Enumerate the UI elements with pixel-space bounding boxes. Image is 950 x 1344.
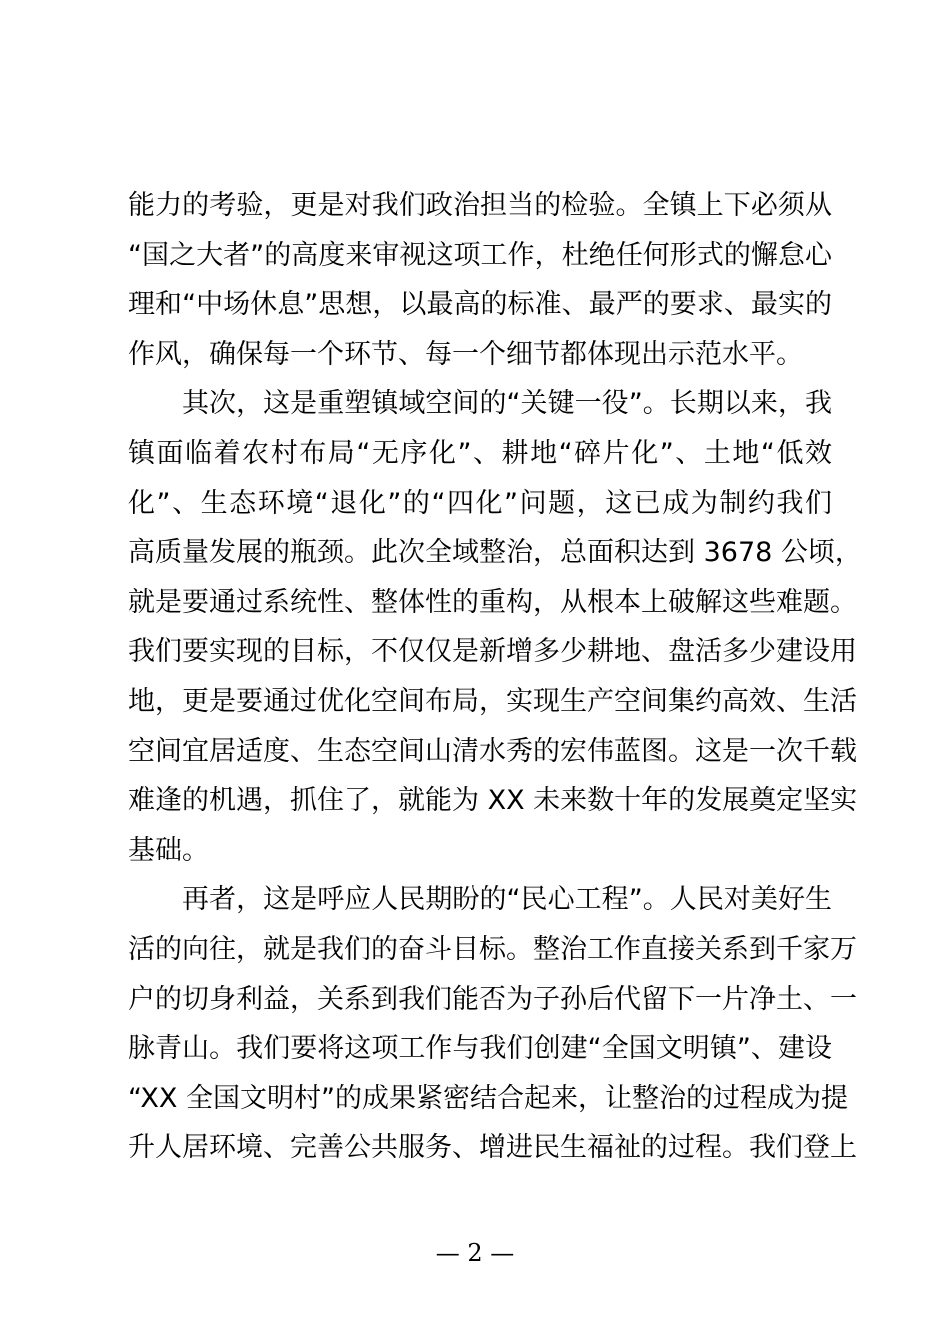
paragraph-line: 我们要实现的目标，不仅仅是新增多少耕地、盘活多少建设用 bbox=[128, 636, 857, 668]
paragraph-line: 就是要通过系统性、整体性的重构，从根本上破解这些难题。 bbox=[128, 586, 857, 618]
paragraph-line: 基础。 bbox=[128, 834, 209, 866]
paragraph-line: “国之大者”的高度来审视这项工作，杜绝任何形式的懈怠心 bbox=[128, 239, 832, 271]
paragraph-line: 脉青山。我们要将这项工作与我们创建“全国文明镇”、建设 bbox=[128, 1033, 832, 1065]
paragraph-line: 空间宜居适度、生态空间山清水秀的宏伟蓝图。这是一次千载 bbox=[128, 735, 857, 767]
paragraph-line: 其次，这是重塑镇域空间的“关键一役”。长期以来，我 bbox=[182, 388, 832, 420]
paragraph-line: “XX 全国文明村”的成果紧密结合起来，让整治的过程成为提 bbox=[128, 1082, 848, 1114]
paragraph-line: 理和“中场休息”思想，以最高的标准、最严的要求、最实的 bbox=[128, 289, 832, 321]
paragraph-line: 户的切身利益，关系到我们能否为子孙后代留下一片净土、一 bbox=[128, 983, 857, 1015]
paragraph-line: 升人居环境、完善公共服务、增进民生福祉的过程。我们登上 bbox=[128, 1132, 857, 1164]
paragraph-line: 高质量发展的瓶颈。此次全域整治，总面积达到 3678 公顷， bbox=[128, 537, 862, 569]
paragraph-line: 地，更是要通过优化空间布局，实现生产空间集约高效、生活 bbox=[128, 685, 857, 717]
paragraph-line: 镇面临着农村布局“无序化”、耕地“碎片化”、土地“低效 bbox=[128, 437, 832, 469]
paragraph-line: 化”、生态环境“退化”的“四化”问题，这已成为制约我们 bbox=[128, 487, 832, 519]
body-text bbox=[128, 181, 862, 1173]
paragraph-line: 作风，确保每一个环节、每一个细节都体现出示范水平。 bbox=[128, 338, 803, 370]
paragraph-line: 难逢的机遇，抓住了，就能为 XX 未来数十年的发展奠定坚实 bbox=[128, 785, 858, 817]
paragraph-line: 活的向往，就是我们的奋斗目标。整治工作直接关系到千家万 bbox=[128, 933, 857, 965]
page-number: — 2 — bbox=[435, 1239, 515, 1267]
paragraph-line: 能力的考验，更是对我们政治担当的检验。全镇上下必须从 bbox=[128, 190, 832, 221]
paragraph-line: 再者，这是呼应人民期盼的“民心工程”。人民对美好生 bbox=[182, 884, 832, 916]
